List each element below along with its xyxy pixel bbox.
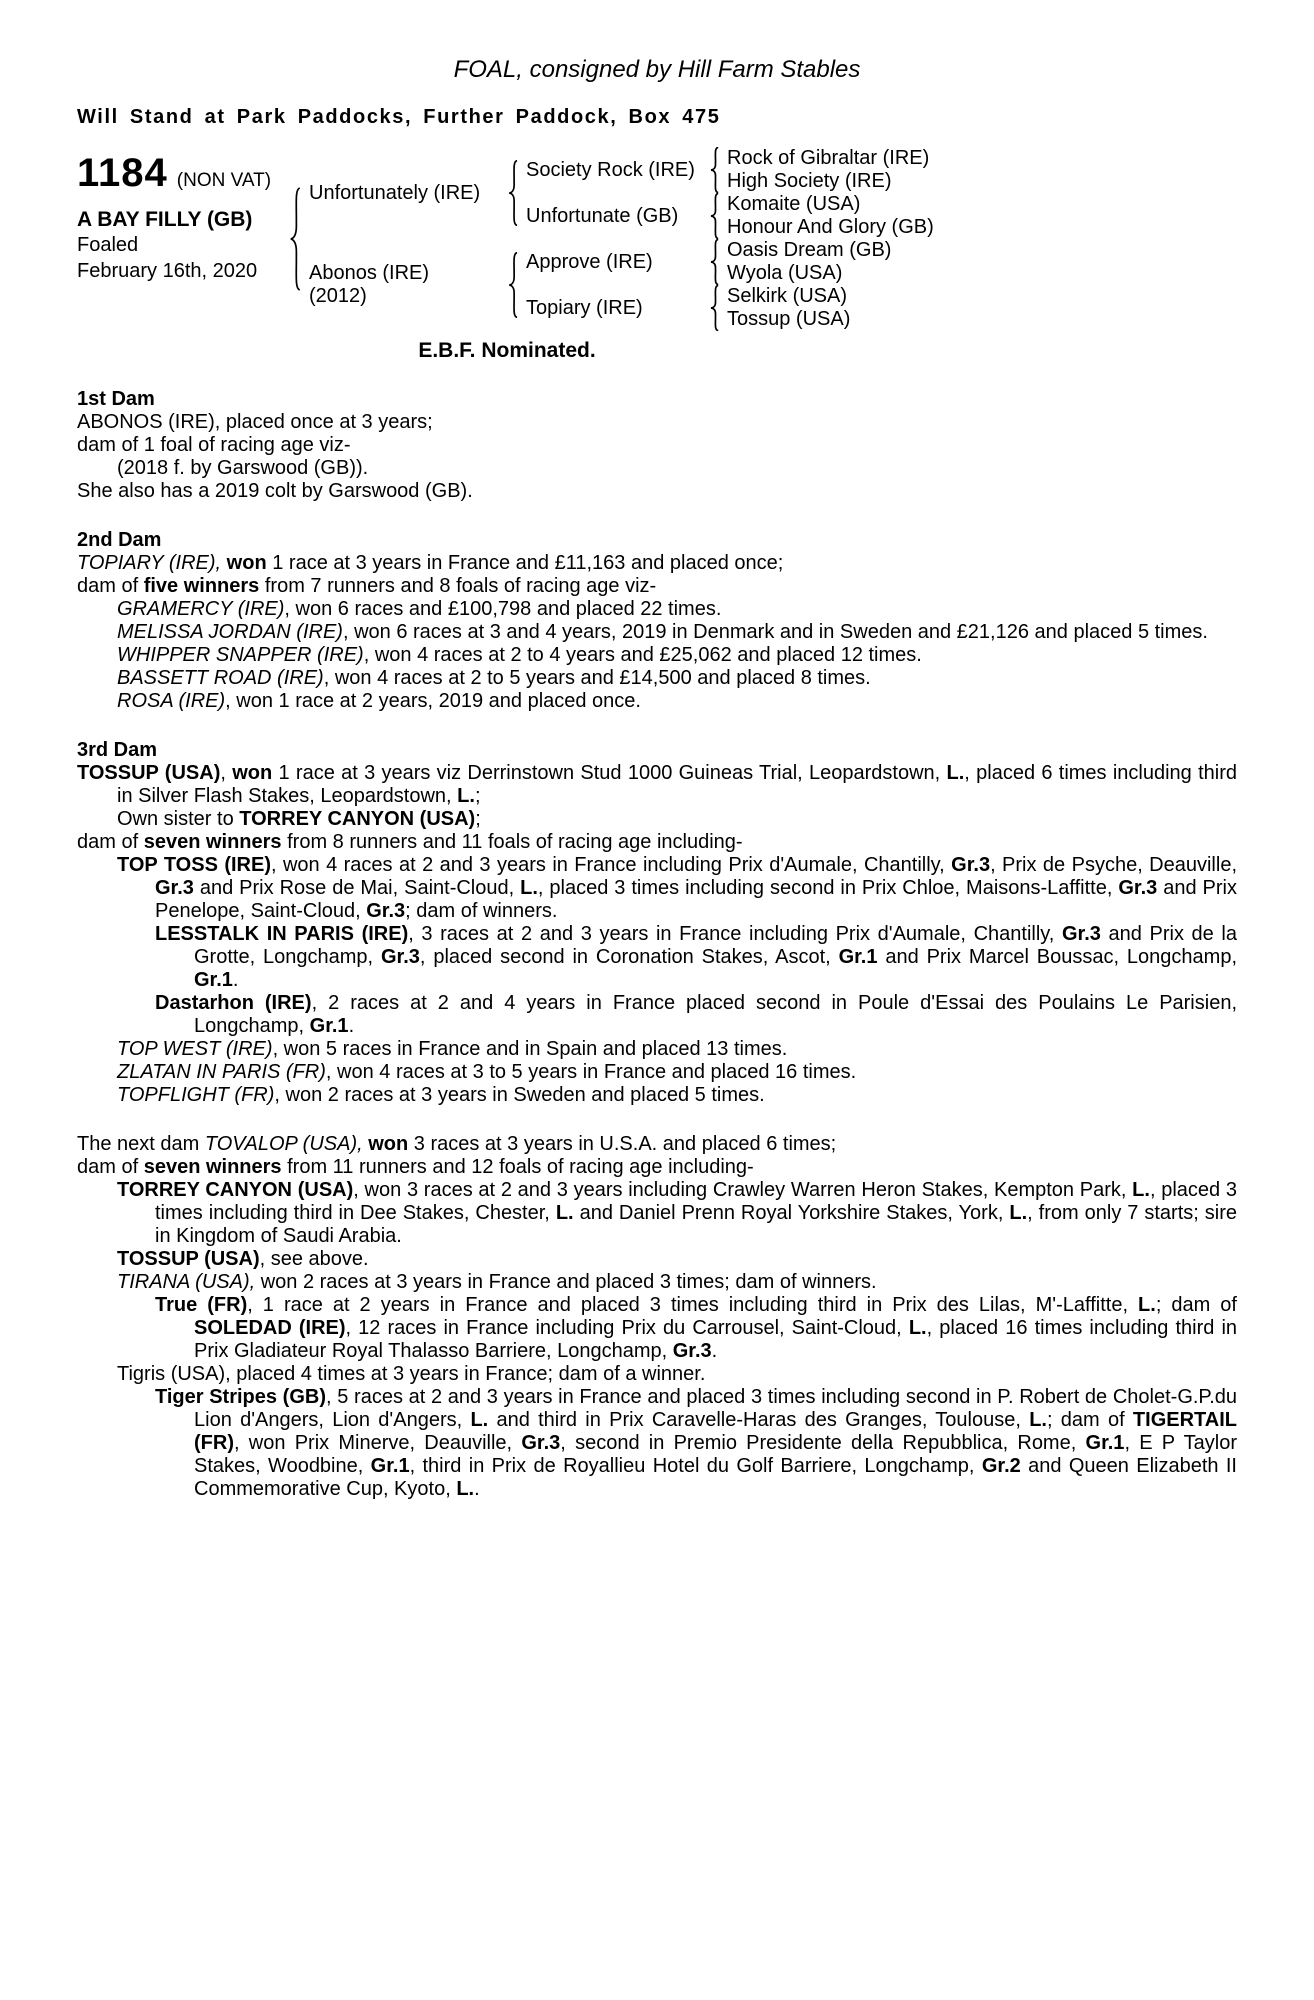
text-segment: MELISSA JORDAN (IRE): [117, 621, 343, 643]
text-segment: TOVALOP (USA),: [204, 1133, 369, 1155]
pedigree-paragraph: [77, 1248, 1237, 1271]
sire-dam-column: [309, 147, 934, 331]
pedigree-paragraph: [77, 1294, 1237, 1363]
grandparent-name: Wyola (USA): [727, 262, 843, 284]
stand-location-line: Will Stand at Park Paddocks, Further Paddock, Box 475: [77, 106, 721, 128]
text-segment: TOSSUP (USA): [77, 762, 221, 784]
text-segment: .: [348, 1015, 355, 1037]
pedigree-paragraph: [77, 667, 1237, 690]
pedigree-paragraph: [77, 575, 1237, 598]
section-heading: 1st Dam: [77, 388, 155, 410]
text-segment: dam of: [77, 1156, 144, 1178]
text-segment: TIRANA (USA),: [117, 1271, 256, 1293]
brace-icon: [708, 147, 720, 193]
pedigree-tree: [287, 147, 934, 331]
text-segment: Gr.1: [370, 1455, 410, 1477]
text-segment: , from only 7 starts; sire in Kingdom of Saudi Arabia.: [155, 1202, 1238, 1247]
text-segment: .: [474, 1478, 480, 1500]
text-segment: ZLATAN IN PARIS (FR): [117, 1061, 326, 1083]
foaled-date: February 16th, 2020: [77, 260, 258, 282]
text-segment: L.: [1132, 1179, 1150, 1201]
pedigree-paragraph: [77, 552, 1237, 575]
pedigree-paragraph: [77, 1271, 1237, 1294]
text-segment: L.: [456, 1478, 475, 1500]
dam-name: Abonos (IRE): [309, 262, 430, 284]
text-segment: , won 4 races at 2 to 5 years and £14,500 and placed 8 times.: [323, 667, 871, 689]
pedigree-paragraph: [77, 1084, 1237, 1107]
text-segment: TOPFLIGHT (FR): [117, 1084, 275, 1106]
text-segment: TOPIARY (IRE),: [77, 552, 227, 574]
grandparent-name: High Society (IRE): [727, 170, 892, 192]
pedigree-paragraph: [77, 1061, 1237, 1084]
text-segment: , placed second in Coronation Stakes, Ascot,: [419, 946, 839, 968]
text-segment: TORREY CANYON (USA): [239, 808, 476, 830]
grandparent-name: Tossup (USA): [727, 308, 851, 330]
text-segment: won 2 races at 3 years in France and placed 3 times; dam of winners.: [255, 1271, 877, 1293]
grandparents: [727, 193, 934, 239]
text-segment: from 11 runners and 12 foals of racing age including-: [281, 1156, 754, 1178]
text-segment: , placed 3 times including second in Prix Chloe, Maisons-Laffitte,: [537, 877, 1119, 899]
text-segment: L.: [1029, 1409, 1047, 1431]
text-segment: Dastarhon (IRE): [155, 992, 312, 1014]
text-segment: , won 1 race at 2 years, 2019 and placed once.: [225, 690, 641, 712]
text-segment: , 5 races at 2 and 3 years in France and placed 3 times including second in P. Robert de Cholet-G.P.du Lion d'Angers, Lion d'Angers,: [194, 1386, 1237, 1431]
foal-description: A BAY FILLY (GB): [77, 208, 253, 231]
lot-number: 1184: [77, 151, 168, 195]
text-segment: ;: [475, 808, 481, 830]
text-segment: 3 races at 3 years in U.S.A. and placed 6 times;: [408, 1133, 837, 1155]
grandparents: [727, 239, 891, 285]
text-segment: Gr.1: [309, 1015, 349, 1037]
text-segment: seven winners: [143, 831, 282, 853]
text-segment: , 3 races at 2 and 3 years in France including Prix d'Aumale, Chantilly,: [408, 923, 1062, 945]
brace-icon: [708, 239, 720, 285]
brace-icon: [506, 160, 519, 226]
pedigree-paragraph: [77, 598, 1237, 621]
text-segment: TORREY CANYON (USA): [117, 1179, 354, 1201]
text-segment: Gr.3: [380, 946, 420, 968]
pedigree-block: [77, 147, 1237, 331]
pedigree-paragraph: [77, 1179, 1237, 1248]
text-segment: from 8 runners and 11 foals of racing age including-: [281, 831, 743, 853]
text-segment: , won 3 races at 2 and 3 years including Crawley Warren Heron Stakes, Kempton Park,: [353, 1179, 1133, 1201]
text-segment: TOP TOSS (IRE): [117, 854, 271, 876]
text-segment: , won Prix Minerve, Deauville,: [233, 1432, 522, 1454]
sire-branch: [309, 147, 934, 239]
dam-year: (2012): [309, 285, 367, 307]
grandparent-name: Rock of Gibraltar (IRE): [727, 147, 930, 169]
text-segment: , third in Prix de Royallieu Hotel du Golf Barriere, Longchamp,: [409, 1455, 982, 1477]
text-segment: ,: [220, 762, 233, 784]
text-segment: Gr.3: [366, 900, 406, 922]
text-segment: TOP WEST (IRE): [117, 1038, 273, 1060]
sire-dam-branch: [526, 193, 934, 239]
lot-info: [77, 147, 287, 283]
grandparent-name: Oasis Dream (GB): [727, 239, 892, 261]
pedigree-paragraph: [77, 644, 1237, 667]
pedigree-paragraph: [77, 621, 1237, 644]
text-segment: , won 4 races at 2 and 3 years in France including Prix d'Aumale, Chantilly,: [271, 854, 952, 876]
text-segment: and Daniel Prenn Royal Yorkshire Stakes, York,: [573, 1202, 1010, 1224]
dam-dam-name: Topiary (IRE): [526, 296, 643, 319]
text-segment: L.: [520, 877, 538, 899]
text-segment: L.: [555, 1202, 574, 1224]
consignment-title: FOAL, consigned by Hill Farm Stables: [453, 56, 861, 83]
pedigree-paragraph: [77, 457, 1237, 480]
text-segment: LESSTALK IN PARIS (IRE): [155, 923, 409, 945]
pedigree-paragraph: [77, 923, 1237, 992]
text-segment: , won 4 races at 3 to 5 years in France and placed 16 times.: [325, 1061, 857, 1083]
text-segment: Gr.3: [672, 1340, 712, 1362]
text-segment: won: [232, 762, 273, 784]
pedigree-paragraph: [77, 1386, 1237, 1501]
text-segment: and Queen Elizabeth II Commemorative Cup, Kyoto,: [194, 1455, 1237, 1500]
pedigree-paragraph: [77, 762, 1237, 808]
text-segment: dam of 1 foal of racing age viz-: [77, 434, 351, 456]
text-segment: ABONOS (IRE), placed once at 3 years;: [77, 411, 433, 433]
section-heading: 3rd Dam: [77, 739, 158, 761]
foaled-label: Foaled: [77, 234, 139, 256]
grandparent-name: Honour And Glory (GB): [727, 216, 934, 238]
text-segment: Gr.2: [981, 1455, 1021, 1477]
text-segment: five winners: [143, 575, 260, 597]
text-segment: ;: [474, 785, 481, 807]
pedigree-paragraph: [77, 1363, 1237, 1386]
text-segment: L.: [946, 762, 965, 784]
sire-parents: [526, 147, 934, 239]
grandparents: [727, 147, 929, 193]
text-segment: seven winners: [143, 1156, 282, 1178]
text-segment: True (FR): [155, 1294, 248, 1316]
vat-note: (NON VAT): [176, 170, 272, 191]
text-segment: and Prix Marcel Boussac, Longchamp,: [877, 946, 1238, 968]
text-segment: , placed 6 times including third in Silver Flash Stakes, Leopardstown,: [117, 762, 1237, 807]
text-segment: Gr.1: [838, 946, 878, 968]
text-segment: TOSSUP (USA): [117, 1248, 260, 1270]
text-segment: L.: [908, 1317, 927, 1339]
text-segment: (2018 f. by Garswood (GB)).: [117, 457, 369, 479]
text-segment: Gr.3: [951, 854, 991, 876]
text-segment: , 1 race at 2 years in France and placed 3 times including third in Prix des Lilas, M'-Laffitte,: [247, 1294, 1139, 1316]
grandparent-name: Selkirk (USA): [727, 285, 848, 307]
sire-sire-name: Society Rock (IRE): [526, 158, 695, 181]
text-segment: and third in Prix Caravelle-Haras des Granges, Toulouse,: [488, 1409, 1030, 1431]
dam-branch: [309, 239, 934, 331]
text-segment: TIGERTAIL (FR): [194, 1409, 1237, 1454]
text-segment: , won 2 races at 3 years in Sweden and placed 5 times.: [274, 1084, 765, 1106]
text-segment: Gr.1: [194, 969, 233, 991]
dam-sire-name: Approve (IRE): [526, 250, 653, 273]
brace-icon: [708, 193, 720, 239]
text-segment: , 2 races at 2 and 4 years in France placed second in Poule d'Essai des Poulains Le Parisien, Longchamp,: [194, 992, 1238, 1037]
text-segment: , won 6 races at 3 and 4 years, 2019 in Denmark and in Sweden and £21,126 and placed 5 times.: [342, 621, 1208, 643]
text-segment: She also has a 2019 colt by Garswood (GB).: [77, 480, 473, 502]
pedigree-paragraph: [77, 1133, 1237, 1156]
text-segment: 1 race at 3 years viz Derrinstown Stud 1000 Guineas Trial, Leopardstown,: [272, 762, 947, 784]
brace-icon: [287, 187, 302, 291]
text-segment: The next dam: [77, 1133, 205, 1155]
pedigree-paragraph: [77, 1038, 1237, 1061]
text-segment: , placed 3 times including third in Dee Stakes, Chester,: [155, 1179, 1238, 1224]
text-segment: won: [226, 552, 267, 574]
sire-sire-branch: [526, 147, 934, 193]
section-heading: 2nd Dam: [77, 529, 162, 551]
text-segment: SOLEDAD (IRE): [194, 1317, 346, 1339]
text-segment: , 12 races in France including Prix du Carrousel, Saint-Cloud,: [345, 1317, 909, 1339]
pedigree-paragraph: [77, 411, 1237, 434]
ebf-nominated-line: E.B.F. Nominated.: [418, 339, 596, 362]
text-segment: Gr.3: [1118, 877, 1158, 899]
text-segment: WHIPPER SNAPPER (IRE): [117, 644, 364, 666]
text-segment: 1 race at 3 years in France and £11,163 and placed once;: [266, 552, 784, 574]
dam-sire-branch: [526, 239, 891, 285]
dam-parents: [526, 239, 891, 331]
text-segment: Gr.1: [1085, 1432, 1125, 1454]
text-segment: , won 5 races in France and in Spain and placed 13 times.: [272, 1038, 788, 1060]
pedigree-paragraph: [77, 1156, 1237, 1179]
text-segment: Own sister to: [117, 808, 240, 830]
dam-name-block: [309, 262, 506, 308]
text-segment: Gr.3: [155, 877, 194, 899]
text-segment: and Prix de la Grotte, Longchamp,: [194, 923, 1237, 968]
text-segment: .: [232, 969, 239, 991]
brace-icon: [506, 252, 519, 318]
text-segment: ; dam of: [1155, 1294, 1237, 1316]
pedigree-paragraph: [77, 480, 1237, 503]
sire-name: Unfortunately (IRE): [309, 181, 481, 204]
text-segment: ; dam of: [1046, 1409, 1133, 1431]
text-segment: won: [368, 1133, 409, 1155]
dam-dam-branch: [526, 285, 891, 331]
dam-sections: [77, 388, 1237, 1501]
text-segment: .: [711, 1340, 718, 1362]
text-segment: L.: [1009, 1202, 1028, 1224]
text-segment: , Prix de Psyche, Deauville,: [990, 854, 1237, 876]
pedigree-paragraph: [77, 854, 1237, 923]
text-segment: GRAMERCY (IRE): [117, 598, 285, 620]
pedigree-paragraph: [77, 831, 1237, 854]
text-segment: and Prix Rose de Mai, Saint-Cloud,: [193, 877, 521, 899]
text-segment: , E P Taylor Stakes, Woodbine,: [194, 1432, 1237, 1477]
sire-dam-name: Unfortunate (GB): [526, 204, 679, 227]
text-segment: , see above.: [259, 1248, 369, 1270]
text-segment: dam of: [77, 575, 144, 597]
pedigree-paragraph: [77, 808, 1237, 831]
text-segment: dam of: [77, 831, 144, 853]
text-segment: ; dam of winners.: [405, 900, 558, 922]
grandparents: [727, 285, 850, 331]
brace-icon: [708, 285, 720, 331]
text-segment: L.: [457, 785, 475, 807]
grandparent-name: Komaite (USA): [727, 193, 861, 215]
pedigree-paragraph: [77, 434, 1237, 457]
text-segment: , second in Premio Presidente della Repubblica, Rome,: [560, 1432, 1086, 1454]
text-segment: ROSA (IRE): [117, 690, 226, 712]
text-segment: , won 6 races and £100,798 and placed 22 times.: [284, 598, 722, 620]
text-segment: , placed 16 times including third in Prix Gladiateur Royal Thalasso Barriere, Longchamp,: [194, 1317, 1238, 1362]
text-segment: Tigris (USA), placed 4 times at 3 years in France; dam of a winner.: [117, 1363, 706, 1385]
pedigree-paragraph: [77, 690, 1237, 713]
text-segment: Gr.3: [1061, 923, 1101, 945]
text-segment: BASSETT ROAD (IRE): [117, 667, 324, 689]
text-segment: , won 4 races at 2 to 4 years and £25,062 and placed 12 times.: [363, 644, 922, 666]
lot-number-line: [77, 151, 287, 195]
text-segment: Gr.3: [521, 1432, 561, 1454]
section-gap: [77, 1107, 1237, 1133]
text-segment: and Prix Penelope, Saint-Cloud,: [155, 877, 1237, 922]
text-segment: L.: [1138, 1294, 1156, 1316]
pedigree-paragraph: [77, 992, 1237, 1038]
text-segment: L.: [470, 1409, 489, 1431]
text-segment: Tiger Stripes (GB): [155, 1386, 327, 1408]
text-segment: from 7 runners and 8 foals of racing age viz-: [259, 575, 657, 597]
